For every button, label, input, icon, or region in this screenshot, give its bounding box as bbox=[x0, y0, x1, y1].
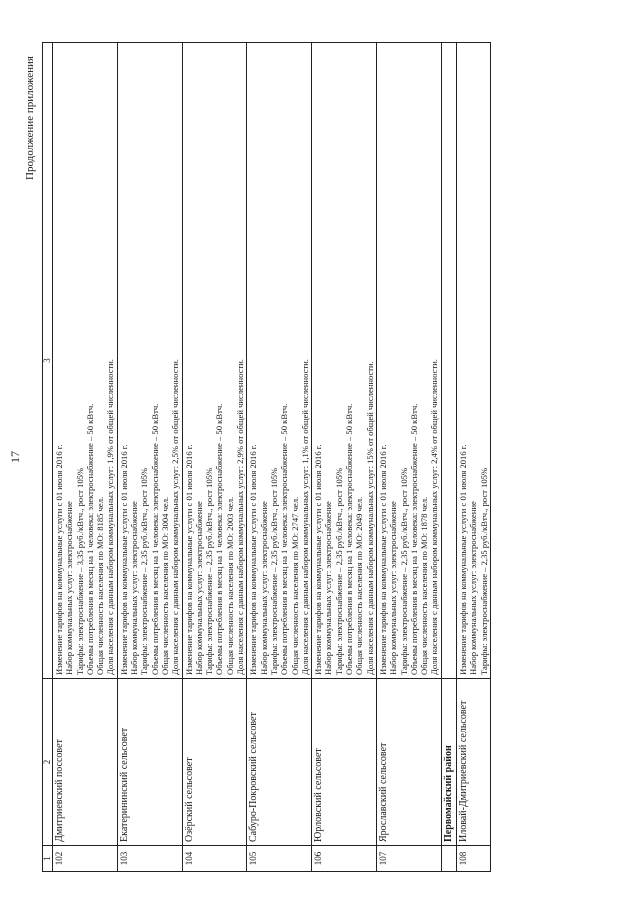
tariff-info-line: Доля населения с данным набором коммунальных услуг: 1,1% от общей численности. bbox=[299, 359, 310, 675]
tariff-info-line: Доля населения с данным набором коммунальных услуг: 2,9% от общей численности. bbox=[235, 359, 246, 675]
municipality-name: Сабуро-Покровский сельсовет bbox=[247, 679, 312, 846]
municipality-name: Озёрский сельсовет bbox=[182, 679, 247, 846]
tariff-info-line: Тарифы: электроснабжение – 2,35 руб./кВтч., рост 105% bbox=[268, 467, 279, 675]
page-number: 17 bbox=[8, 451, 22, 463]
row-number: 108 bbox=[456, 846, 490, 872]
tariff-info-line: Изменение тарифов на коммунальные услуги с 01 июля 2016 г. bbox=[118, 444, 129, 675]
rotated-page-content bbox=[8, 42, 598, 872]
tariff-info-line: Набор коммунальных услуг: электроснабжение bbox=[258, 501, 269, 675]
tariff-info-line: Набор коммунальных услуг: электроснабжение bbox=[193, 501, 204, 675]
tariff-info-line: Общая численность населения по МО: 1878 чел. bbox=[419, 496, 430, 675]
tariff-info-line: Общая численность населения по МО: 3004 чел. bbox=[159, 496, 170, 675]
header-col-2: 2 bbox=[43, 679, 53, 846]
table-row bbox=[117, 43, 182, 872]
municipality-name: Иловай-Дмитриевский сельсовет bbox=[456, 679, 490, 846]
tariff-info-line: Изменение тарифов на коммунальные услуги с 01 июля 2016 г. bbox=[183, 444, 194, 675]
tariff-info-line: Объемы потребления в месяц на 1 человека: электроснабжение – 50 кВтч. bbox=[214, 403, 225, 675]
tariff-info-line: Общая численность населения по МО: 2049 чел. bbox=[354, 496, 365, 675]
tariff-info-line: Объемы потребления в месяц на 1 человека: электроснабжение – 50 кВтч. bbox=[84, 403, 95, 675]
table-body bbox=[53, 43, 491, 872]
header-col-3: 3 bbox=[43, 43, 53, 679]
tariff-info-line: Набор коммунальных услуг: электроснабжение bbox=[468, 501, 479, 675]
tariff-info-line: Набор коммунальных услуг: электроснабжение bbox=[323, 501, 334, 675]
table-row bbox=[376, 43, 441, 872]
continuation-label: Продолжение приложения bbox=[24, 56, 36, 180]
tariff-info-line: Изменение тарифов на коммунальные услуги с 01 июля 2016 г. bbox=[248, 444, 259, 675]
tariff-info-line: Объемы потребления в месяц на 1 человека: электроснабжение – 50 кВтч. bbox=[149, 403, 160, 675]
tariff-info-line: Изменение тарифов на коммунальные услуги с 01 июля 2016 г. bbox=[54, 444, 64, 675]
tariff-info-line: Общая численность населения по МО: 8185 чел. bbox=[95, 496, 106, 675]
table-row bbox=[312, 43, 377, 872]
tariff-info-cell bbox=[117, 43, 182, 679]
table-row bbox=[247, 43, 312, 872]
tariff-info-line: Тарифы: электроснабжение – 2,35 руб./кВтч., рост 105% bbox=[333, 467, 344, 675]
tariff-info-line: Изменение тарифов на коммунальные услуги с 01 июля 2016 г. bbox=[377, 444, 388, 675]
row-number: 104 bbox=[182, 846, 247, 872]
row-number: 107 bbox=[376, 846, 441, 872]
district-info-cell bbox=[441, 43, 456, 679]
tariff-info-line: Объемы потребления в месяц на 1 человека: электроснабжение – 50 кВтч. bbox=[408, 403, 419, 675]
table-row bbox=[53, 43, 118, 872]
tariff-info-cell bbox=[182, 43, 247, 679]
municipality-name: Дмитриевский поссовет bbox=[53, 679, 118, 846]
tariff-info-cell bbox=[53, 43, 118, 679]
municipality-name: Юрловский сельсовет bbox=[312, 679, 377, 846]
row-number: 102 bbox=[53, 846, 118, 872]
tariff-info-line: Объемы потребления в месяц на 1 человека: электроснабжение – 50 кВтч. bbox=[344, 403, 355, 675]
tariff-info-line: Тарифы: электроснабжение – 2,35 руб./кВтч., рост 105% bbox=[139, 467, 150, 675]
district-name: Первомайский район bbox=[441, 679, 456, 846]
tariff-info-line: Тарифы: электроснабжение – 2,35 руб./кВтч., рост 105% bbox=[398, 467, 409, 675]
tariff-info-line: Тарифы: электроснабжение – 2,35 руб./кВтч., рост 105% bbox=[478, 467, 489, 675]
tariff-info-line: Общая численность населения по МО: 2003 чел. bbox=[224, 496, 235, 675]
tariff-info-line: Набор коммунальных услуг: электроснабжение bbox=[64, 501, 75, 675]
row-number: 105 bbox=[247, 846, 312, 872]
district-num-cell bbox=[441, 846, 456, 872]
tariff-info-line: Доля населения с данным набором коммунальных услуг: 15% от общей численности. bbox=[364, 361, 375, 675]
tariff-info-line: Набор коммунальных услуг: электроснабжение bbox=[129, 501, 140, 675]
tariff-info-line: Доля населения с данным набором коммунальных услуг: 1,9% от общей численности. bbox=[105, 359, 116, 675]
municipality-name: Екатерининский сельсовет bbox=[117, 679, 182, 846]
row-number: 103 bbox=[117, 846, 182, 872]
tariff-table bbox=[42, 42, 491, 872]
table-row bbox=[182, 43, 247, 872]
tariff-info-cell bbox=[312, 43, 377, 679]
tariff-info-cell bbox=[247, 43, 312, 679]
row-number: 106 bbox=[312, 846, 377, 872]
tariff-info-line: Изменение тарифов на коммунальные услуги с 01 июля 2016 г. bbox=[457, 444, 468, 675]
tariff-info-line: Набор коммунальных услуг: электроснабжение bbox=[388, 501, 399, 675]
table-row bbox=[456, 43, 490, 872]
header-col-1: 1 bbox=[43, 846, 53, 872]
district-row bbox=[441, 43, 456, 872]
tariff-info-line: Объемы потребления в месяц на 1 человека: электроснабжение – 50 кВтч. bbox=[279, 403, 290, 675]
tariff-info-line: Тарифы: электроснабжение – 3,35 руб./кВтч., рост 105% bbox=[74, 467, 85, 675]
tariff-info-cell bbox=[376, 43, 441, 679]
tariff-info-cell bbox=[456, 43, 490, 679]
table-header-row bbox=[43, 43, 53, 872]
tariff-info-line: Тарифы: электроснабжение – 2,35 руб./кВтч., рост 105% bbox=[204, 467, 215, 675]
tariff-info-line: Доля населения с данным набором коммунальных услуг: 2,5% от общей численности. bbox=[170, 359, 181, 675]
tariff-info-line: Изменение тарифов на коммунальные услуги с 01 июля 2016 г. bbox=[313, 444, 324, 675]
municipality-name: Ярославский сельсовет bbox=[376, 679, 441, 846]
tariff-info-line: Доля населения с данным набором коммунальных услуг: 2,4% от общей численности. bbox=[429, 359, 440, 675]
tariff-info-line: Общая численность населения по МО: 2747 чел. bbox=[289, 496, 300, 675]
